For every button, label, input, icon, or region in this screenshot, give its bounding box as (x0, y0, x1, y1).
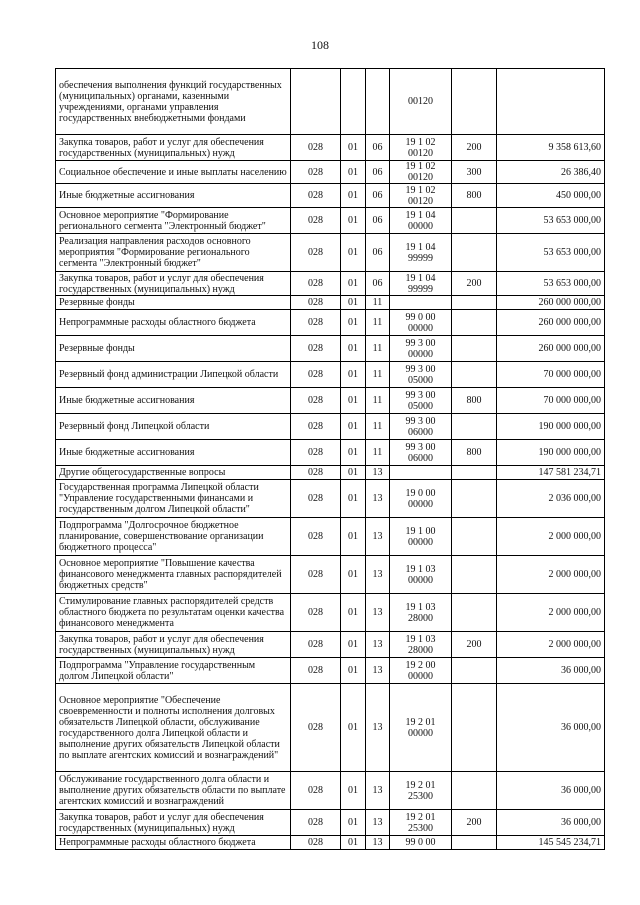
section-code: 01 (341, 362, 366, 388)
ministry-code: 028 (291, 556, 341, 594)
table-row (56, 518, 605, 556)
ministry-code: 028 (291, 272, 341, 296)
target-article-code: 19 1 02 00120 (390, 161, 452, 184)
target-article-code: 19 2 01 25300 (390, 772, 452, 810)
amount: 2 000 000,00 (497, 594, 605, 632)
ministry-code: 028 (291, 632, 341, 658)
subsection-code: 13 (366, 810, 390, 836)
section-code: 01 (341, 388, 366, 414)
subsection-code (366, 69, 390, 135)
amount: 145 545 234,71 (497, 836, 605, 850)
expense-name: Другие общегосударственные вопросы (56, 466, 291, 480)
table-row (56, 810, 605, 836)
expense-name: Закупка товаров, работ и услуг для обеспечения государственных (муниципальных) нужд (56, 135, 291, 161)
amount: 53 653 000,00 (497, 208, 605, 234)
target-article-code: 19 1 02 00120 (390, 135, 452, 161)
expense-type-code (452, 772, 497, 810)
target-article-code: 19 1 03 00000 (390, 556, 452, 594)
table-row (56, 440, 605, 466)
section-code: 01 (341, 810, 366, 836)
amount: 190 000 000,00 (497, 414, 605, 440)
section-code: 01 (341, 161, 366, 184)
section-code: 01 (341, 480, 366, 518)
target-article-code: 99 3 00 05000 (390, 362, 452, 388)
expense-type-code: 200 (452, 632, 497, 658)
amount: 36 000,00 (497, 658, 605, 684)
table-row (56, 208, 605, 234)
table-row (56, 234, 605, 272)
expense-name: обеспечения выполнения функций государственных (муниципальных) органами, казенными учреждениями, органами управления государственных внебюджетными фондами (56, 69, 291, 135)
section-code: 01 (341, 135, 366, 161)
budget-table-body (56, 69, 605, 850)
expense-name: Закупка товаров, работ и услуг для обеспечения государственных (муниципальных) нужд (56, 810, 291, 836)
subsection-code: 11 (366, 336, 390, 362)
subsection-code: 13 (366, 658, 390, 684)
table-row (56, 310, 605, 336)
ministry-code: 028 (291, 208, 341, 234)
expense-name: Непрограммные расходы областного бюджета (56, 310, 291, 336)
expense-type-code (452, 310, 497, 336)
table-row (56, 632, 605, 658)
subsection-code: 11 (366, 310, 390, 336)
section-code (341, 69, 366, 135)
section-code: 01 (341, 836, 366, 850)
section-code: 01 (341, 658, 366, 684)
section-code: 01 (341, 772, 366, 810)
table-row (56, 658, 605, 684)
target-article-code: 19 1 00 00000 (390, 518, 452, 556)
amount: 260 000 000,00 (497, 310, 605, 336)
expense-type-code: 300 (452, 161, 497, 184)
budget-table (55, 68, 605, 850)
ministry-code: 028 (291, 480, 341, 518)
section-code: 01 (341, 518, 366, 556)
ministry-code: 028 (291, 594, 341, 632)
subsection-code: 13 (366, 556, 390, 594)
expense-type-code (452, 362, 497, 388)
section-code: 01 (341, 466, 366, 480)
amount: 450 000,00 (497, 184, 605, 208)
subsection-code: 11 (366, 388, 390, 414)
amount: 36 000,00 (497, 772, 605, 810)
amount: 2 000 000,00 (497, 556, 605, 594)
subsection-code: 13 (366, 772, 390, 810)
ministry-code: 028 (291, 388, 341, 414)
subsection-code: 06 (366, 234, 390, 272)
ministry-code: 028 (291, 658, 341, 684)
expense-type-code (452, 684, 497, 772)
expense-name: Резервные фонды (56, 336, 291, 362)
expense-name: Реализация направления расходов основного мероприятия "Формирование регионального сегмента "Электронный бюджет" (56, 234, 291, 272)
section-code: 01 (341, 632, 366, 658)
section-code: 01 (341, 414, 366, 440)
amount: 147 581 234,71 (497, 466, 605, 480)
table-row (56, 336, 605, 362)
expense-name: Государственная программа Липецкой области "Управление государственными финансами и государственным долгом Липецкой области" (56, 480, 291, 518)
table-row (56, 388, 605, 414)
target-article-code: 99 3 00 06000 (390, 414, 452, 440)
section-code: 01 (341, 208, 366, 234)
amount: 9 358 613,60 (497, 135, 605, 161)
amount: 2 036 000,00 (497, 480, 605, 518)
subsection-code: 06 (366, 161, 390, 184)
expense-type-code (452, 414, 497, 440)
target-article-code: 19 1 03 28000 (390, 632, 452, 658)
ministry-code: 028 (291, 518, 341, 556)
ministry-code: 028 (291, 414, 341, 440)
subsection-code: 11 (366, 440, 390, 466)
section-code: 01 (341, 234, 366, 272)
ministry-code: 028 (291, 684, 341, 772)
table-row (56, 362, 605, 388)
expense-type-code: 200 (452, 810, 497, 836)
target-article-code: 19 1 04 99999 (390, 272, 452, 296)
ministry-code: 028 (291, 296, 341, 310)
subsection-code: 06 (366, 272, 390, 296)
table-row (56, 161, 605, 184)
table-row (56, 272, 605, 296)
target-article-code: 19 1 02 00120 (390, 184, 452, 208)
expense-name: Стимулирование главных распорядителей средств областного бюджета по результатам оценки качества финансового менеджмента (56, 594, 291, 632)
subsection-code: 11 (366, 362, 390, 388)
table-row (56, 296, 605, 310)
section-code: 01 (341, 556, 366, 594)
ministry-code: 028 (291, 135, 341, 161)
section-code: 01 (341, 272, 366, 296)
expense-name: Основное мероприятие "Обеспечение своевременности и полноты исполнения долговых обязательств Липецкой области, обслуживание государственного долга Липецкой области и выполнение других обязательств Липецкой области по выплате агентских комиссий и вознаграждений" (56, 684, 291, 772)
expense-type-code: 200 (452, 135, 497, 161)
table-row (56, 594, 605, 632)
amount: 260 000 000,00 (497, 336, 605, 362)
target-article-code: 99 0 00 00000 (390, 310, 452, 336)
target-article-code: 19 2 01 00000 (390, 684, 452, 772)
section-code: 01 (341, 184, 366, 208)
ministry-code: 028 (291, 466, 341, 480)
expense-name: Иные бюджетные ассигнования (56, 184, 291, 208)
target-article-code: 99 0 00 (390, 836, 452, 850)
target-article-code: 19 1 04 99999 (390, 234, 452, 272)
ministry-code: 028 (291, 336, 341, 362)
ministry-code: 028 (291, 362, 341, 388)
ministry-code: 028 (291, 161, 341, 184)
amount: 70 000 000,00 (497, 362, 605, 388)
expense-name: Основное мероприятие "Повышение качества финансового менеджмента главных распорядителей бюджетных средств" (56, 556, 291, 594)
subsection-code: 11 (366, 296, 390, 310)
target-article-code: 99 3 00 06000 (390, 440, 452, 466)
expense-name: Закупка товаров, работ и услуг для обеспечения государственных (муниципальных) нужд (56, 272, 291, 296)
expense-type-code: 200 (452, 272, 497, 296)
expense-name: Подпрограмма "Управление государственным долгом Липецкой области" (56, 658, 291, 684)
subsection-code: 06 (366, 135, 390, 161)
ministry-code: 028 (291, 234, 341, 272)
ministry-code: 028 (291, 440, 341, 466)
expense-type-code (452, 480, 497, 518)
expense-name: Закупка товаров, работ и услуг для обеспечения государственных (муниципальных) нужд (56, 632, 291, 658)
section-code: 01 (341, 594, 366, 632)
table-row (56, 684, 605, 772)
target-article-code: 19 2 01 25300 (390, 810, 452, 836)
expense-name: Непрограммные расходы областного бюджета (56, 836, 291, 850)
amount: 53 653 000,00 (497, 234, 605, 272)
target-article-code: 19 0 00 00000 (390, 480, 452, 518)
amount: 36 000,00 (497, 684, 605, 772)
table-row (56, 135, 605, 161)
expense-type-code: 800 (452, 184, 497, 208)
ministry-code (291, 69, 341, 135)
expense-type-code: 800 (452, 388, 497, 414)
section-code: 01 (341, 440, 366, 466)
table-row (56, 772, 605, 810)
expense-name: Подпрограмма "Долгосрочное бюджетное планирование, совершенствование организации бюджетного процесса" (56, 518, 291, 556)
target-article-code (390, 466, 452, 480)
expense-type-code (452, 556, 497, 594)
amount: 2 000 000,00 (497, 632, 605, 658)
target-article-code: 19 1 04 00000 (390, 208, 452, 234)
expense-name: Основное мероприятие "Формирование регионального сегмента "Электронный бюджет" (56, 208, 291, 234)
amount: 190 000 000,00 (497, 440, 605, 466)
section-code: 01 (341, 336, 366, 362)
table-row (56, 466, 605, 480)
expense-type-code (452, 658, 497, 684)
expense-name: Резервные фонды (56, 296, 291, 310)
table-row (56, 836, 605, 850)
subsection-code: 13 (366, 836, 390, 850)
expense-type-code (452, 69, 497, 135)
table-row (56, 69, 605, 135)
expense-name: Резервный фонд администрации Липецкой области (56, 362, 291, 388)
expense-type-code (452, 594, 497, 632)
table-row (56, 556, 605, 594)
table-row (56, 480, 605, 518)
amount: 260 000 000,00 (497, 296, 605, 310)
amount: 2 000 000,00 (497, 518, 605, 556)
subsection-code: 13 (366, 466, 390, 480)
expense-type-code (452, 234, 497, 272)
target-article-code: 00120 (390, 69, 452, 135)
subsection-code: 06 (366, 208, 390, 234)
subsection-code: 13 (366, 594, 390, 632)
amount: 53 653 000,00 (497, 272, 605, 296)
amount: 70 000 000,00 (497, 388, 605, 414)
table-row (56, 414, 605, 440)
target-article-code: 99 3 00 05000 (390, 388, 452, 414)
expense-type-code (452, 336, 497, 362)
amount (497, 69, 605, 135)
ministry-code: 028 (291, 310, 341, 336)
expense-name: Социальное обеспечение и иные выплаты населению (56, 161, 291, 184)
subsection-code: 13 (366, 518, 390, 556)
subsection-code: 13 (366, 480, 390, 518)
section-code: 01 (341, 296, 366, 310)
expense-type-code (452, 296, 497, 310)
expense-type-code (452, 518, 497, 556)
subsection-code: 13 (366, 632, 390, 658)
expense-name: Обслуживание государственного долга области и выполнение других обязательств области по выплате агентских комиссий и вознаграждений (56, 772, 291, 810)
expense-name: Иные бюджетные ассигнования (56, 388, 291, 414)
expense-type-code (452, 466, 497, 480)
expense-type-code (452, 208, 497, 234)
expense-type-code (452, 836, 497, 850)
amount: 36 000,00 (497, 810, 605, 836)
page-number: 108 (311, 38, 329, 52)
ministry-code: 028 (291, 772, 341, 810)
ministry-code: 028 (291, 810, 341, 836)
target-article-code: 99 3 00 00000 (390, 336, 452, 362)
ministry-code: 028 (291, 836, 341, 850)
section-code: 01 (341, 310, 366, 336)
subsection-code: 11 (366, 414, 390, 440)
expense-name: Иные бюджетные ассигнования (56, 440, 291, 466)
amount: 26 386,40 (497, 161, 605, 184)
expense-name: Резервный фонд Липецкой области (56, 414, 291, 440)
ministry-code: 028 (291, 184, 341, 208)
table-row (56, 184, 605, 208)
target-article-code: 19 1 03 28000 (390, 594, 452, 632)
expense-type-code: 800 (452, 440, 497, 466)
subsection-code: 13 (366, 684, 390, 772)
section-code: 01 (341, 684, 366, 772)
target-article-code: 19 2 00 00000 (390, 658, 452, 684)
subsection-code: 06 (366, 184, 390, 208)
target-article-code (390, 296, 452, 310)
